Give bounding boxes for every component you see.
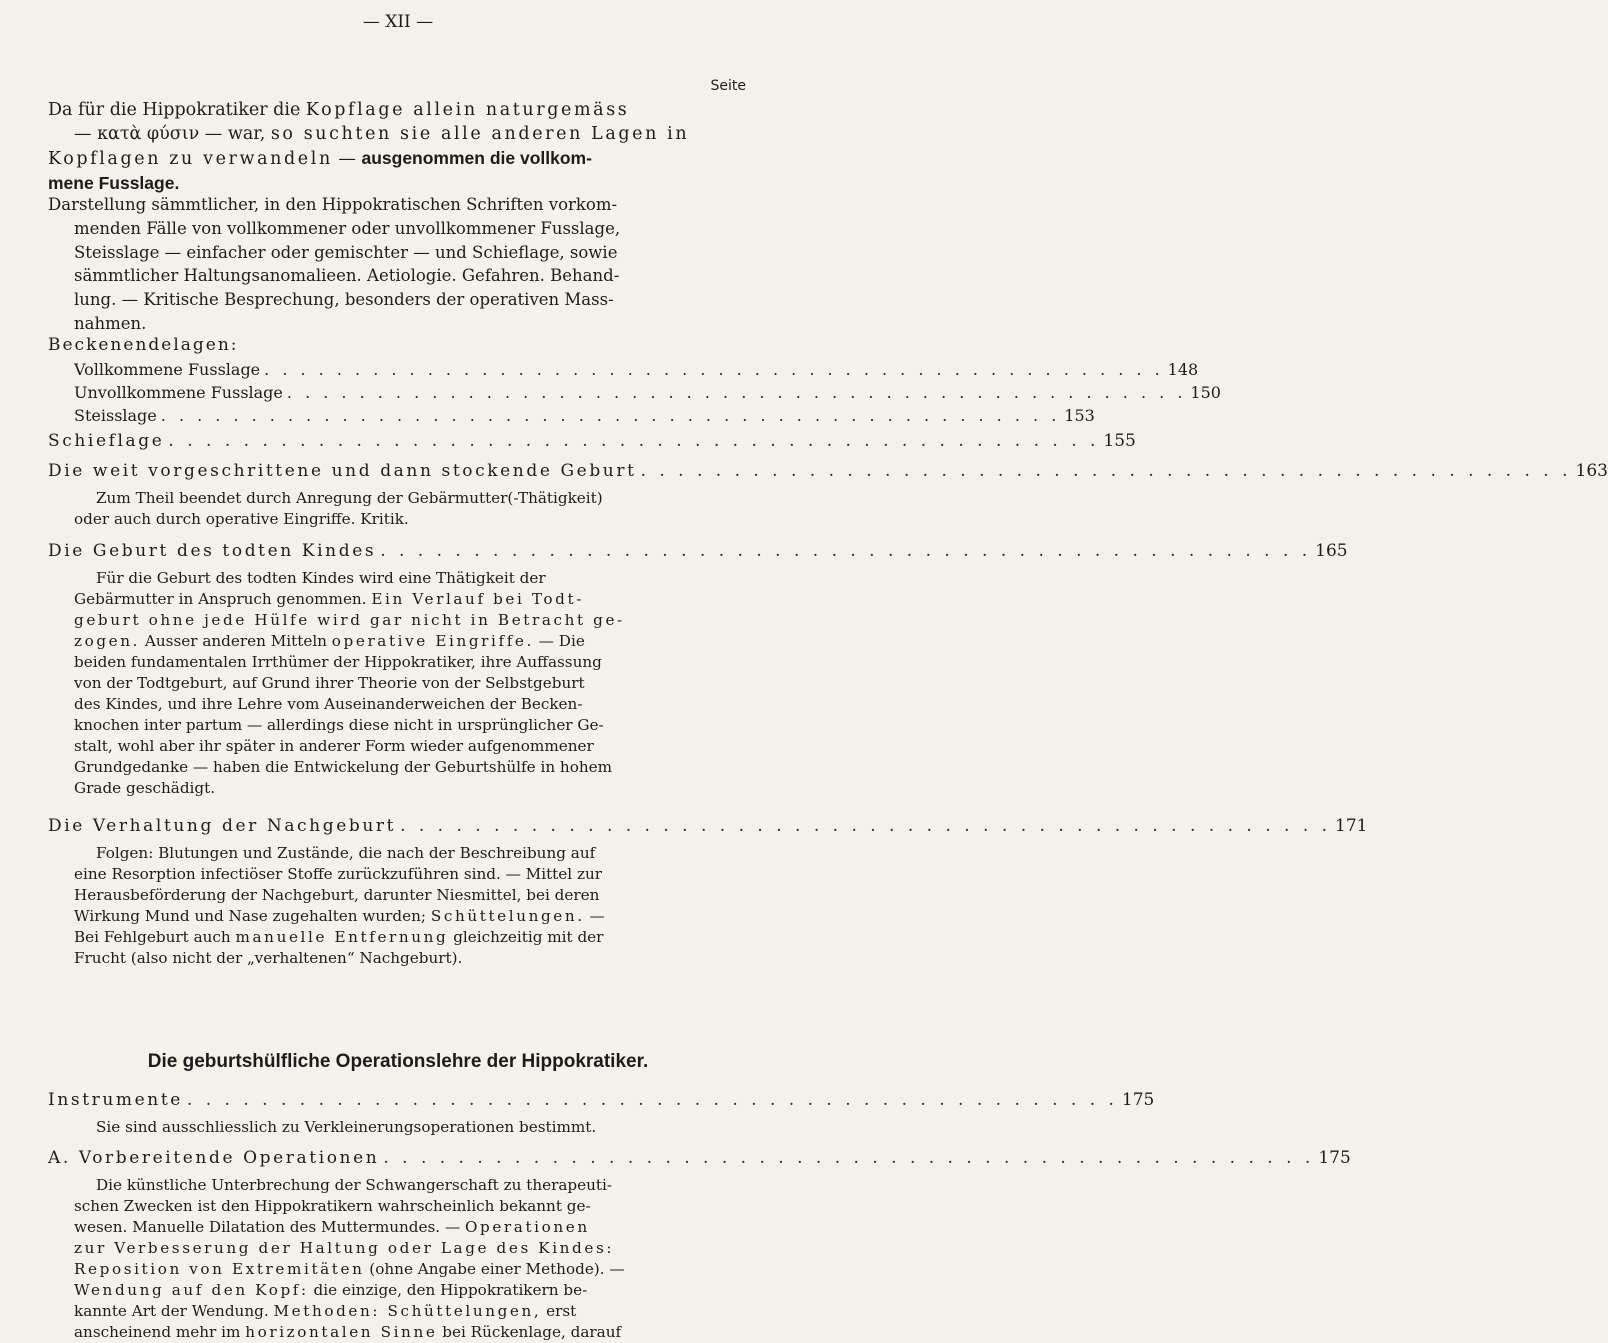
toc-entry-vorbereitende-operationen[interactable] xyxy=(48,1148,1351,1168)
toc-label: Steisslage xyxy=(74,406,157,425)
toc-page: 155 xyxy=(1103,431,1136,451)
description-line: lung. — Kritische Besprechung, besonders der operativen Mass- xyxy=(74,290,614,310)
lead-emphasis: Kopflagen zu verwandeln xyxy=(48,149,333,169)
lead-emphasis: so suchten sie alle anderen Lagen in xyxy=(270,124,690,144)
toc-page: 153 xyxy=(1064,406,1095,425)
description-line: nahmen. xyxy=(74,313,147,333)
dot-leader: . . . . . . . . . . . . . . . . . . . . . . . . . . . . . . . . . . . . . . . . . . . . . . . . . . xyxy=(264,360,1164,379)
toc-entry-unvollkommene-fusslage[interactable] xyxy=(74,383,1221,402)
lead-text: — xyxy=(332,149,362,169)
dot-leader: . . . . . . . . . . . . . . . . . . . . . . . . . . . . . . . . . . . . . . . . . . . . . . . . . . xyxy=(380,541,1312,561)
toc-entry-instrumente[interactable] xyxy=(48,1090,1155,1110)
toc-page: 148 xyxy=(1167,360,1199,379)
dot-leader: . . . . . . . . . . . . . . . . . . . . . . . . . . . . . . . . . . . . . . . . . . . . . . . . . . xyxy=(186,1090,1118,1110)
column-header-seite: Seite xyxy=(710,78,746,94)
lead-text: — κατὰ φύσιν — war, xyxy=(74,124,271,144)
toc-label: Die Geburt des todten Kindes xyxy=(48,541,377,561)
toc-entry-steisslage[interactable] xyxy=(74,406,1095,425)
dot-leader: . . . . . . . . . . . . . . . . . . . . . . . . . . . . . . . . . . . . . . . . . . . . . . . . . . xyxy=(286,383,1187,402)
dot-leader: . . . . . . . . . . . . . . . . . . . . . . . . . . . . . . . . . . . . . . . . . . . . . . . . . . xyxy=(168,431,1100,451)
summary-todtes-kind: Für die Geburt des todten Kindes wird eine Thätigkeit der Gebärmutter in Anspruch genommen. Ein Verlauf bei Todt- geburt ohne jede Hülfe wird gar nicht in Betracht ge- zogen. Ausser anderen Mitteln operative Eingriffe. — Die beiden fundamentalen Irrthümer der Hippokratiker, ihre Auffassung von der Todtgeburt, auf Grund ihrer Theorie von der Selbstgeburt des Kindes, und ihre Lehre vom Auseinanderweichen der Becken- knochen inter partum — allerdings diese nicht in ursprünglicher Ge- stalt, wohl aber ihr später in anderer Form wieder aufgenommener Grundgedanke — haben die Entwickelung der Geburtshülfe in hohem Grade geschädigt. xyxy=(74,569,625,797)
toc-label: Die Verhaltung der Nachgeburt xyxy=(48,816,397,836)
toc-label: Die weit vorgeschrittene und dann stockende Geburt xyxy=(48,461,637,481)
summary-instrumente: Sie sind ausschliesslich zu Verkleinerungsoperationen bestimmt. xyxy=(96,1118,597,1136)
lead-bold: ausgenommen die vollkom- xyxy=(361,148,592,168)
lead-bold: mene Fusslage. xyxy=(48,173,180,193)
toc-label: Vollkommene Fusslage xyxy=(74,360,261,379)
summary-nachgeburt: Folgen: Blutungen und Zustände, die nach der Beschreibung auf eine Resorption infectiöser Stoffe zurückzuführen sind. — Mittel zur Herausbeförderung der Nachgeburt, darunter Niesmittel, bei deren Wirkung Mund und Nase zugehalten wurden; Schüttelungen. — Bei Fehlgeburt auch manuelle Entfernung gleichzeitig mit der Frucht (also nicht der „verhaltenen“ Nachgeburt). xyxy=(74,844,605,967)
page-number: — XII — xyxy=(362,12,434,32)
summary-stockende-geburt: Zum Theil beendet durch Anregung der Gebärmutter(-Thätigkeit) oder auch durch operative Eingriffe. Kritik. xyxy=(74,489,603,528)
toc-label: Schieflage xyxy=(48,431,165,451)
toc-entry-nachgeburt[interactable] xyxy=(48,816,1368,836)
section-title: Die geburtshülfliche Operationslehre der Hippokratiker. xyxy=(147,1051,649,1072)
toc-label: A. Vorbereitende Operationen xyxy=(48,1148,380,1168)
lead-paragraph xyxy=(48,98,748,196)
toc-page: 150 xyxy=(1190,383,1221,402)
summary-vorbereitende-operationen: Die künstliche Unterbrechung der Schwangerschaft zu therapeuti- schen Zwecken ist den Hippokratikern wahrscheinlich bekannt ge- wesen. Manuelle Dilatation des Muttermundes. — Operationen zur Verbesserung der Haltung oder Lage des Kindes: Reposition von Extremitäten (ohne Angabe einer Methode). — Wendung auf den Kopf: die einzige, den Hippokratikern be- kannte Art der Wendung. Methoden: Schüttelungen, erst anscheinend mehr im horizontalen Sinne bei Rückenlage, darauf xyxy=(74,1176,625,1341)
toc-page: 171 xyxy=(1335,816,1368,836)
toc-page: 175 xyxy=(1121,1090,1155,1110)
dot-leader: . . . . . . . . . . . . . . . . . . . . . . . . . . . . . . . . . . . . . . . . . . . . . . . . . . xyxy=(640,461,1572,481)
description-line: menden Fälle von vollkommener oder unvollkommener Fusslage, xyxy=(74,218,621,238)
toc-label: Unvollkommene Fusslage xyxy=(74,383,283,402)
toc-page: 163 xyxy=(1575,461,1608,481)
lead-text: Da für die Hippokratiker die xyxy=(48,100,306,120)
toc-entry-vollkommene-fusslage[interactable] xyxy=(74,360,1199,379)
dot-leader: . . . . . . . . . . . . . . . . . . . . . . . . . . . . . . . . . . . . . . . . . . . . . . . . . . xyxy=(383,1148,1315,1168)
description-line: sämmtlicher Haltungsanomalieen. Aetiologie. Gefahren. Behand- xyxy=(74,266,620,286)
toc-page: 175 xyxy=(1318,1148,1351,1168)
toc-entry-todtes-kind[interactable] xyxy=(48,541,1348,561)
description-paragraph xyxy=(48,193,748,336)
dot-leader: . . . . . . . . . . . . . . . . . . . . . . . . . . . . . . . . . . . . . . . . . . . . . . . . . . xyxy=(400,816,1332,836)
toc-entry-schieflage[interactable] xyxy=(48,431,1136,451)
toc-heading-beckenendelagen: Beckenendelagen: xyxy=(48,335,239,355)
toc-page: 165 xyxy=(1315,541,1348,561)
toc-entry-stockende-geburt[interactable] xyxy=(48,461,1608,481)
description-line: Steisslage — einfacher oder gemischter — und Schieflage, sowie xyxy=(74,242,618,262)
dot-leader: . . . . . . . . . . . . . . . . . . . . . . . . . . . . . . . . . . . . . . . . . . . . . . . . . . xyxy=(160,406,1061,425)
lead-emphasis: Kopflage allein naturgemäss xyxy=(305,100,630,120)
toc-label: Instrumente xyxy=(48,1090,183,1110)
description-line: Darstellung sämmtlicher, in den Hippokratischen Schriften vorkom- xyxy=(48,195,618,214)
